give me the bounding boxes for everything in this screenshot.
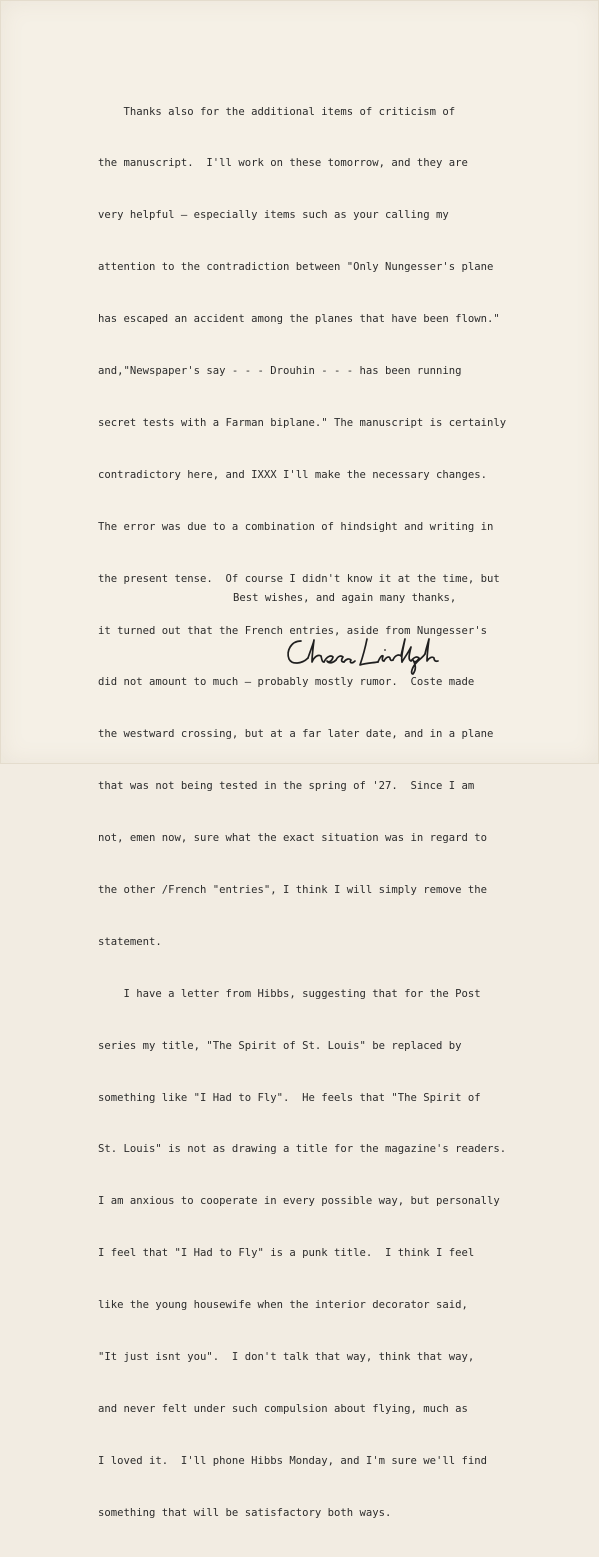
- letter-line: and never felt under such compulsion about flying, much as: [98, 1402, 468, 1415]
- letter-line: I loved it. I'll phone Hibbs Monday, and I'm sure we'll find: [98, 1454, 488, 1467]
- letter-line: attention to the contradiction between "Only Nungesser's plane: [98, 261, 494, 274]
- letter-line: The error was due to a combination of hindsight and writing in: [98, 520, 494, 533]
- letter-line: Thanks also for the additional items of criticism of: [98, 105, 456, 118]
- letter-line: series my title, "The Spirit of St. Louis" be replaced by: [98, 1039, 462, 1052]
- letter-line: I am anxious to cooperate in every possible way, but personally: [98, 1195, 500, 1208]
- letter-line: and,"Newspaper's say - - - Drouhin - - - has been running: [98, 365, 462, 378]
- letter-line: secret tests with a Farman biplane." The manuscript is certainly: [98, 416, 507, 429]
- letter-line: the present tense. Of course I didn't know it at the time, but: [98, 572, 500, 585]
- letter-line: I feel that "I Had to Fly" is a punk title. I think I feel: [98, 1247, 475, 1260]
- letter-line: very helpful — especially items such as your calling my: [98, 209, 449, 222]
- letter-line: it turned out that the French entries, aside from Nungesser's: [98, 624, 488, 637]
- letter-line: something that will be satisfactory both ways.: [98, 1506, 392, 1519]
- letter-line: not, emen now, sure what the exact situation was in regard to: [98, 832, 488, 845]
- letter-line: the westward crossing, but at a far later date, and in a plane: [98, 728, 494, 741]
- letter-line: that was not being tested in the spring of '27. Since I am: [98, 780, 475, 793]
- letter-line: contradictory here, and IXXX I'll make the necessary changes.: [98, 468, 488, 481]
- letter-line: has escaped an accident among the planes that have been flown.": [98, 313, 500, 326]
- letter-line: statement.: [98, 935, 162, 948]
- letter-line: like the young housewife when the interior decorator said,: [98, 1299, 468, 1312]
- letter-closing: Best wishes, and again many thanks,: [233, 592, 457, 604]
- letter-line: I have a letter from Hibbs, suggesting that for the Post: [98, 987, 481, 1000]
- letter-line: something like "I Had to Fly". He feels that "The Spirit of: [98, 1091, 481, 1104]
- handwritten-signature: [283, 629, 445, 677]
- letter-line: the manuscript. I'll work on these tomorrow, and they are: [98, 157, 468, 170]
- letter-line: St. Louis" is not as drawing a title for the magazine's readers.: [98, 1143, 507, 1156]
- letter-body: [98, 69, 538, 1557]
- letter-line: did not amount to much — probably mostly rumor. Coste made: [98, 676, 475, 689]
- letter-line: the other /French "entries", I think I will simply remove the: [98, 883, 488, 896]
- letter-line: "It just isnt you". I don't talk that way, think that way,: [98, 1350, 475, 1363]
